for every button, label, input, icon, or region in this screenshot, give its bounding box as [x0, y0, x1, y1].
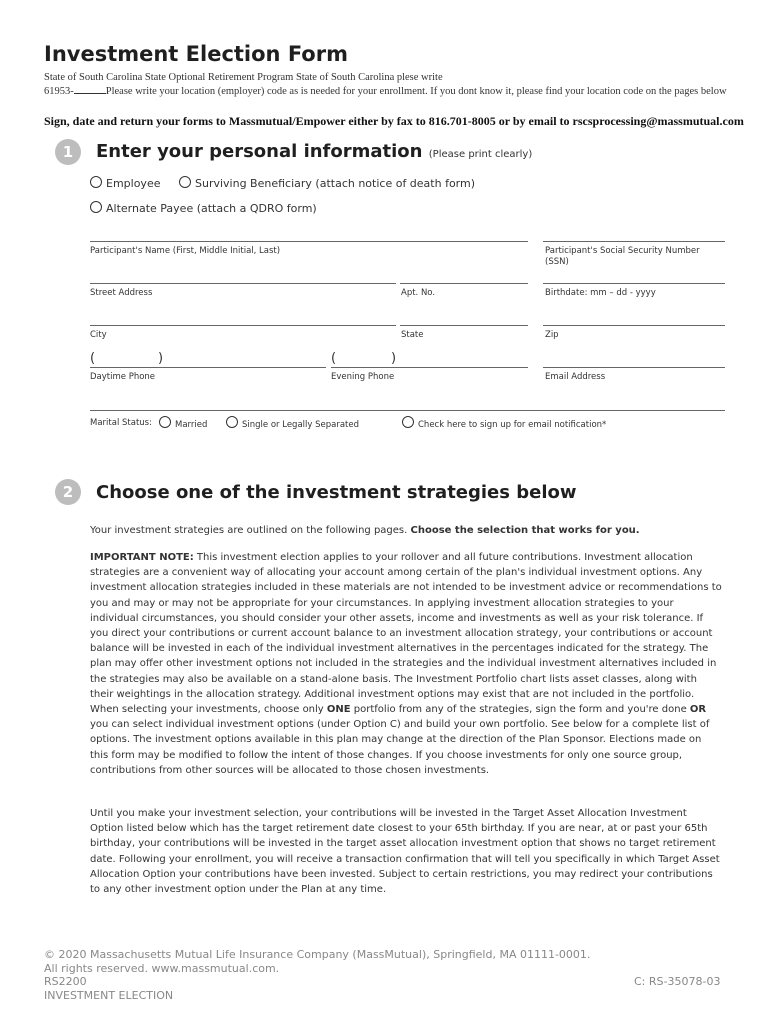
evening-phone-field[interactable] [331, 367, 528, 368]
option-employee-label: Employee [106, 177, 161, 190]
radio-icon[interactable] [179, 176, 191, 188]
city-field[interactable] [90, 325, 396, 326]
ssn-field[interactable] [543, 241, 725, 242]
strategies-intro-text: Your investment strategies are outlined on the following pages. [90, 525, 411, 536]
zip-field[interactable] [543, 325, 725, 326]
option-employee[interactable] [90, 176, 160, 190]
city-label: City [90, 330, 107, 340]
zip-label: Zip [545, 330, 559, 340]
important-note-label: IMPORTANT NOTE: [90, 552, 194, 563]
marital-single[interactable] [226, 416, 359, 430]
name-field[interactable] [90, 241, 528, 242]
marital-married[interactable] [159, 416, 207, 430]
daytime-phone-field[interactable] [90, 367, 326, 368]
marital-status-label: Marital Status: [90, 418, 152, 428]
option-payee-label: Alternate Payee (attach a QDRO form) [106, 202, 317, 215]
married-label: Married [175, 420, 208, 430]
radio-icon[interactable] [402, 416, 414, 428]
footer-form-name: INVESTMENT ELECTION [44, 988, 174, 1002]
evening-phone-label: Evening Phone [331, 372, 395, 382]
apt-label: Apt. No. [401, 288, 436, 298]
form-title: Investment Election Form [44, 42, 348, 66]
street-field[interactable] [90, 283, 396, 284]
important-note [90, 550, 722, 778]
state-field[interactable] [400, 325, 528, 326]
section-1-subtitle: (Please print clearly) [428, 149, 533, 160]
option-beneficiary-label: Surviving Beneficiary (attach notice of death form) [195, 177, 476, 190]
email-field[interactable] [543, 367, 725, 368]
intro-code: 61953- [44, 86, 74, 97]
radio-icon[interactable] [90, 201, 102, 213]
radio-icon[interactable] [226, 416, 238, 428]
state-label: State [401, 330, 424, 340]
return-instructions: Sign, date and return your forms to Massmutual/Empower either by fax to 816.701-8005 or by email to rscsprocessing@massmutual.com [44, 114, 744, 128]
radio-icon[interactable] [159, 416, 171, 428]
intro-text [44, 72, 756, 98]
radio-icon[interactable] [90, 176, 102, 188]
location-code-blank[interactable] [74, 84, 106, 94]
important-note-text-c: you can select individual investment options (under Option C) and build your own portfolio. See below for a complete list of options. The investment options available in this plan may change at the direction of the Plan Sponsor. Elections made on this form may be modified to follow the intent of those changes. If you choose investments for only one source group, contributions from other sources will be allocated to those chosen investments. [90, 719, 710, 776]
intro-line2: Please write your location (employer) code as is needed for your enrollment. If you dont know it, please find your location code on the pages below [105, 86, 727, 97]
footer-form-number: RS2200 [44, 975, 87, 988]
street-label: Street Address [90, 288, 153, 298]
evening-area-code-close: ) [391, 351, 397, 366]
name-label: Participant's Name (First, Middle Initial, Last) [90, 246, 281, 256]
strategies-intro-bold: Choose the selection that works for you. [410, 525, 640, 536]
email-notification-label: Check here to sign up for email notification* [418, 420, 607, 430]
email-notification-option[interactable] [402, 416, 606, 430]
apt-field[interactable] [400, 283, 528, 284]
birthdate-field[interactable] [543, 283, 725, 284]
day-area-code-open: ( [90, 351, 96, 366]
step-2-badge: 2 [55, 479, 81, 505]
important-note-text-b: portfolio from any of the strategies, sign the form and you're done [350, 704, 690, 716]
default-investment-paragraph: Until you make your investment selection, your contributions will be invested in the Target Asset Allocation Investment Option listed below which has the target retirement date closest to your 65th birthday. If you are near, at or past your 65th birthday, your contributions will be invested in the target asset allocation investment option that shows no target retirement date. Following your enrollment, you will receive a transaction confirmation that will tell you specifically in which Target Asset Allocation Option your contributions have been invested. Subject to certain restrictions, you may redirect your contributions to any other investment option under the Plan at any time. [90, 808, 720, 896]
important-note-or: OR [689, 704, 707, 716]
single-label: Single or Legally Separated [242, 420, 359, 430]
section-1-title: Enter your personal information [96, 141, 423, 162]
footer-line-2: All rights reserved. www.massmutual.com. [44, 961, 280, 975]
footer-copyright [44, 948, 590, 1002]
strategies-intro [90, 523, 722, 538]
important-note-text-a: This investment election applies to your rollover and all future contributions. Investment allocation strategies are a convenient way of allocating your account among certain of the plan's individual investment options. Any investment allocation strategies included in these materials are not intended to be investment advice or recommendations to you and may or may not be appropriate for your circumstances. In applying investment allocation strategies to your individual circumstances, you should consider your other assets, income and investments as well as your risk tolerance. If you direct your contributions or current account balance to an investment allocation strategy, your contributions or account balance will be invested in each of the individual investment alternatives in the percentages indicated for the strategy. The plan may offer other investment options not included in the strategies and the individual investment alternatives included in the strategies may also be available on a stand-alone basis. The Investment Portfolio chart lists asset classes, along with their weightings in the allocation strategy. Additional investment options may exist that are not included in the portfolio. When selecting your investments, choose only [90, 552, 722, 716]
option-alternate-payee[interactable] [90, 201, 317, 215]
intro-line1: State of South Carolina State Optional Retirement Program State of South Carolina plese write [44, 72, 443, 83]
option-surviving-beneficiary[interactable] [179, 176, 475, 190]
footer-line-1: © 2020 Massachusetts Mutual Life Insurance Company (MassMutual), Springfield, MA 01111-0001. [44, 948, 591, 961]
day-area-code-close: ) [158, 351, 164, 366]
step-1-badge: 1 [55, 139, 81, 165]
section-1-heading [96, 141, 532, 162]
email-label: Email Address [545, 372, 606, 382]
important-note-one: ONE [326, 704, 351, 716]
footer-code: C: RS-35078-03 [634, 975, 721, 988]
birthdate-label: Birthdate: mm – dd - yyyy [545, 288, 656, 298]
daytime-phone-label: Daytime Phone [90, 372, 156, 382]
ssn-label: Participant's Social Security Number (SSN) [545, 246, 700, 267]
section-2-title: Choose one of the investment strategies below [96, 482, 577, 503]
marital-divider [90, 410, 725, 411]
evening-area-code-open: ( [331, 351, 337, 366]
